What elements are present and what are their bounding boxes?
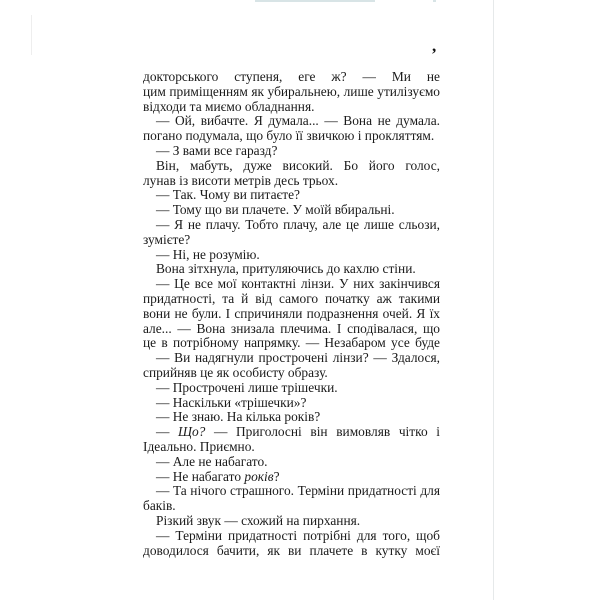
text-segment: — Наскільки «трішечки»? [156, 394, 307, 410]
text-segment: лунав із висоти метрів десь трьох. [143, 172, 339, 188]
text-line [143, 381, 440, 396]
scan-artifact [433, 0, 436, 2]
text-segment: — Терміни придатності потрібні для того, щоб [156, 528, 440, 543]
body-text [143, 70, 440, 558]
text-line [143, 292, 440, 307]
text-segment: — Так. Чому ви питаєте? [156, 187, 301, 203]
text-segment: — Ой, вибачте. Я думала... — Вона не думала. [156, 114, 440, 129]
text-segment: Різкий звук — схожий на пирхання. [156, 512, 361, 528]
text-segment: погано подумала, що було її звичкою і прокляттям. [143, 128, 435, 144]
text-segment: Ідеально. Приємно. [143, 438, 255, 454]
text-segment: зумієте? [143, 231, 191, 247]
text-segment: — Ні, не розумію. [156, 246, 260, 262]
text-line [143, 218, 440, 233]
text-line [143, 262, 440, 277]
text-segment: Вона зітхнула, притуляючись до кахлю стіни. [156, 261, 416, 277]
text-segment: це в потрібному напрямку. — Незабаром усе буде [143, 336, 440, 351]
text-segment: цим приміщенням як убиральнею, лише утилізуємо [143, 84, 440, 99]
text-line [143, 114, 440, 129]
text-line [143, 203, 440, 218]
text-segment: докторського ступеня, еге ж? — Ми не [143, 70, 440, 84]
text-line [143, 410, 440, 425]
text-line [143, 322, 440, 337]
text-line [143, 514, 440, 529]
italic-text: Що? [178, 425, 206, 440]
text-line [143, 455, 440, 470]
scan-artifact [31, 15, 32, 55]
text-line [143, 544, 440, 559]
text-line [143, 470, 440, 485]
text-segment: придатності, та й від самого початку аж такими [143, 291, 440, 306]
text-segment: — Не набагато [156, 468, 245, 484]
text-segment: — Приголосні він вимовляв чітко і [213, 425, 440, 440]
text-line [143, 277, 440, 292]
text-segment: вони не були. І спричиняли подразнення очей. Я їх [143, 306, 440, 321]
text-line [143, 233, 440, 248]
text-segment: — Та нічого страшного. Терміни придатності для [156, 484, 440, 499]
text-line [143, 484, 440, 499]
text-segment: — З вами все гаразд? [156, 142, 278, 158]
text-line [143, 188, 440, 203]
text-line [143, 307, 440, 322]
text-line [143, 529, 440, 544]
text-segment: — Не знаю. На кілька років? [156, 409, 321, 425]
text-line [143, 351, 440, 366]
text-line [143, 70, 440, 85]
text-segment: сприйняв це як особисту образу. [143, 364, 328, 380]
text-line [143, 396, 440, 411]
text-segment: доводилося бачити, як ви плачете в кутку моєї [143, 543, 440, 558]
text-line [143, 248, 440, 263]
text-line [143, 499, 440, 514]
text-line [143, 144, 440, 159]
text-segment: — Я не плачу. Тобто плачу, але це лише сльози, [156, 217, 440, 232]
text-segment: — Ви надягнули прострочені лінзи? — Здалося, [156, 351, 440, 366]
text-segment: ? [273, 468, 280, 484]
text-line [143, 129, 440, 144]
text-line [143, 85, 440, 100]
page-mark: , [432, 36, 437, 55]
text-segment: — Прострочені лише трішечки. [156, 379, 338, 395]
italic-text: років [244, 468, 274, 484]
scan-artifact [255, 0, 375, 2]
text-segment: відходи та миємо обладнання. [143, 98, 315, 114]
text-line [143, 366, 440, 381]
text-segment: — [156, 425, 179, 440]
page-edge [493, 0, 494, 600]
text-line [143, 174, 440, 189]
text-segment: баків. [143, 498, 176, 514]
text-segment: Він, мабуть, дуже високий. Бо його голос, [156, 158, 440, 173]
text-segment: — Але не набагато. [156, 453, 268, 469]
text-line [143, 159, 440, 174]
text-segment: але... — Вона знизала плечима. І сподівалася, що [143, 321, 440, 336]
text-line [143, 336, 440, 351]
text-line [143, 100, 440, 115]
text-line [143, 440, 440, 455]
text-segment: — Це все мої контактні лінзи. У них закінчився [156, 277, 440, 292]
text-line [143, 425, 440, 440]
text-segment: — Тому що ви плачете. У моїй вбиральні. [156, 202, 395, 218]
